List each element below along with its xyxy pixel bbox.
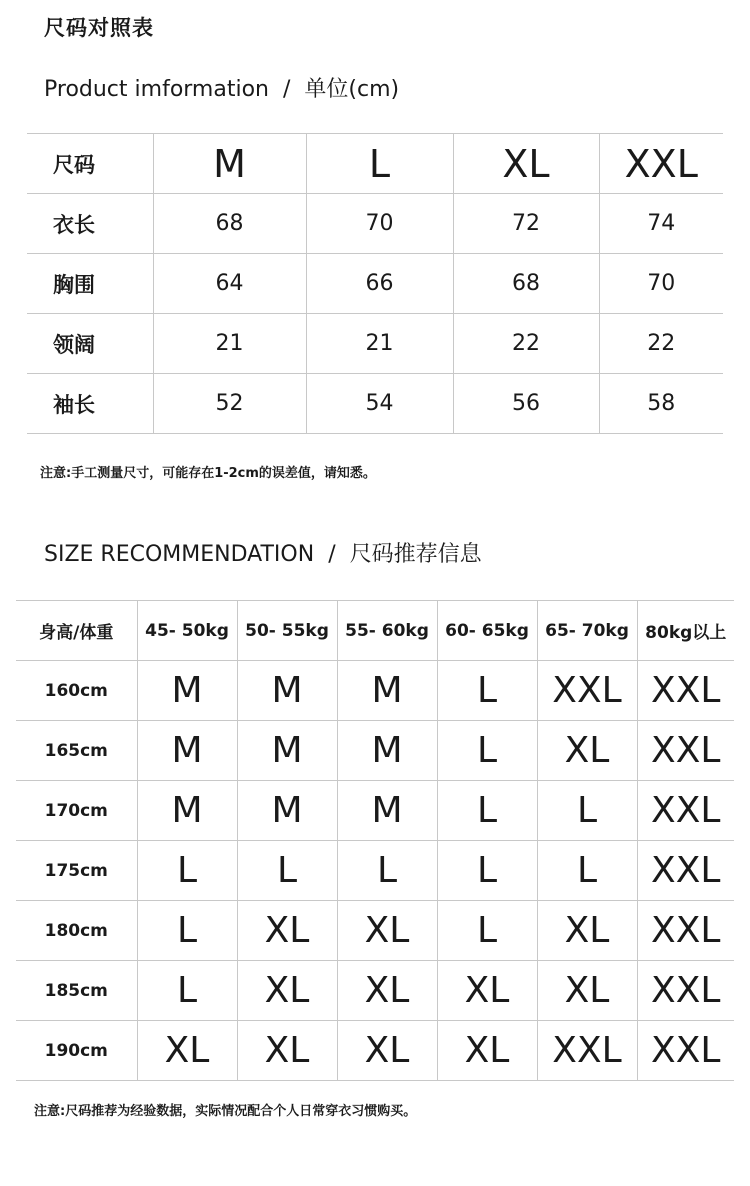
recommended-size: XL [537, 961, 637, 1021]
table-row [16, 781, 734, 841]
weight-header: 45- 50kg [137, 601, 237, 661]
recommendation-corner-header: 身高/体重 [16, 601, 137, 661]
recommended-size: XL [537, 721, 637, 781]
table-row [27, 314, 723, 374]
recommended-size: L [437, 781, 537, 841]
recommended-size: XL [337, 961, 437, 1021]
recommended-size: XXL [637, 841, 734, 901]
recommended-size: L [537, 841, 637, 901]
weight-header: 80kg以上 [637, 601, 734, 661]
weight-header: 55- 60kg [337, 601, 437, 661]
height-label: 175cm [16, 841, 137, 901]
recommended-size: XL [237, 961, 337, 1021]
measurement-value: 21 [306, 314, 453, 374]
measurement-value: 54 [306, 374, 453, 434]
size-header-xl: XL [453, 134, 599, 194]
height-label: 190cm [16, 1021, 137, 1081]
recommendation-table [16, 600, 734, 1081]
recommended-size: M [237, 721, 337, 781]
size-header-xxl: XXL [599, 134, 723, 194]
table-row [16, 661, 734, 721]
subtitle-separator: / [282, 77, 291, 102]
recommended-size: XL [137, 1021, 237, 1081]
recommended-size: M [337, 721, 437, 781]
measurement-value: 66 [306, 254, 453, 314]
table-row [27, 374, 723, 434]
page-title: 尺码对照表 [44, 16, 154, 40]
recommended-size: L [437, 901, 537, 961]
recommended-size: XL [237, 1021, 337, 1081]
height-label: 160cm [16, 661, 137, 721]
size-chart-table [27, 133, 723, 434]
recommended-size: XXL [537, 1021, 637, 1081]
height-label: 170cm [16, 781, 137, 841]
recommended-size: L [137, 961, 237, 1021]
recommended-size: XL [437, 961, 537, 1021]
size-chart-subtitle [44, 72, 399, 103]
recommended-size: M [237, 661, 337, 721]
measurement-label: 袖长 [27, 374, 153, 434]
table-row [16, 901, 734, 961]
recommended-size: XL [537, 901, 637, 961]
recommended-size: XXL [637, 781, 734, 841]
recommendation-subtitle-cn: 尺码推荐信息 [349, 542, 482, 567]
measurement-label: 衣长 [27, 194, 153, 254]
table-row [27, 194, 723, 254]
measurement-value: 68 [153, 194, 306, 254]
recommended-size: L [137, 901, 237, 961]
measurement-value: 22 [453, 314, 599, 374]
recommended-size: XXL [637, 961, 734, 1021]
weight-header: 50- 55kg [237, 601, 337, 661]
size-header-m: M [153, 134, 306, 194]
recommended-size: M [137, 661, 237, 721]
recommended-size: M [237, 781, 337, 841]
recommended-size: XL [237, 901, 337, 961]
weight-header: 60- 65kg [437, 601, 537, 661]
measurement-value: 72 [453, 194, 599, 254]
measurement-note: 注意:手工测量尺寸，可能存在1-2cm的误差值，请知悉。 [40, 466, 376, 481]
recommended-size: M [137, 721, 237, 781]
size-header-l: L [306, 134, 453, 194]
measurement-label: 胸围 [27, 254, 153, 314]
measurement-value: 70 [599, 254, 723, 314]
height-label: 180cm [16, 901, 137, 961]
size-chart-subtitle-en: Product imformation [44, 77, 269, 102]
recommended-size: XL [437, 1021, 537, 1081]
measurement-value: 22 [599, 314, 723, 374]
recommended-size: L [437, 661, 537, 721]
height-label: 185cm [16, 961, 137, 1021]
size-chart-subtitle-unit: 单位(cm) [304, 77, 400, 102]
recommended-size: L [437, 721, 537, 781]
measurement-value: 52 [153, 374, 306, 434]
recommended-size: L [337, 841, 437, 901]
recommended-size: L [437, 841, 537, 901]
recommended-size: M [337, 661, 437, 721]
recommended-size: XXL [637, 721, 734, 781]
height-label: 165cm [16, 721, 137, 781]
recommended-size: XXL [537, 661, 637, 721]
measurement-value: 68 [453, 254, 599, 314]
recommended-size: XXL [637, 1021, 734, 1081]
measurement-value: 70 [306, 194, 453, 254]
recommended-size: XL [337, 901, 437, 961]
measurement-value: 74 [599, 194, 723, 254]
table-row [16, 841, 734, 901]
recommended-size: L [537, 781, 637, 841]
weight-header: 65- 70kg [537, 601, 637, 661]
table-row [16, 1021, 734, 1081]
recommended-size: XXL [637, 661, 734, 721]
size-chart-corner-header: 尺码 [27, 134, 153, 194]
recommended-size: XXL [637, 901, 734, 961]
recommendation-note: 注意:尺码推荐为经验数据，实际情况配合个人日常穿衣习惯购买。 [34, 1104, 417, 1119]
measurement-value: 21 [153, 314, 306, 374]
recommendation-subtitle-en: SIZE RECOMMENDATION [44, 542, 315, 567]
table-row [16, 961, 734, 1021]
recommended-size: L [137, 841, 237, 901]
measurement-value: 58 [599, 374, 723, 434]
size-chart-header-row [27, 134, 723, 194]
recommendation-header-row [16, 601, 734, 661]
recommendation-subtitle [44, 537, 482, 568]
recommended-size: L [237, 841, 337, 901]
recommended-size: XL [337, 1021, 437, 1081]
measurement-value: 64 [153, 254, 306, 314]
measurement-value: 56 [453, 374, 599, 434]
table-row [27, 254, 723, 314]
recommended-size: M [337, 781, 437, 841]
subtitle-separator: / [328, 542, 336, 567]
recommended-size: M [137, 781, 237, 841]
measurement-label: 领阔 [27, 314, 153, 374]
table-row [16, 721, 734, 781]
